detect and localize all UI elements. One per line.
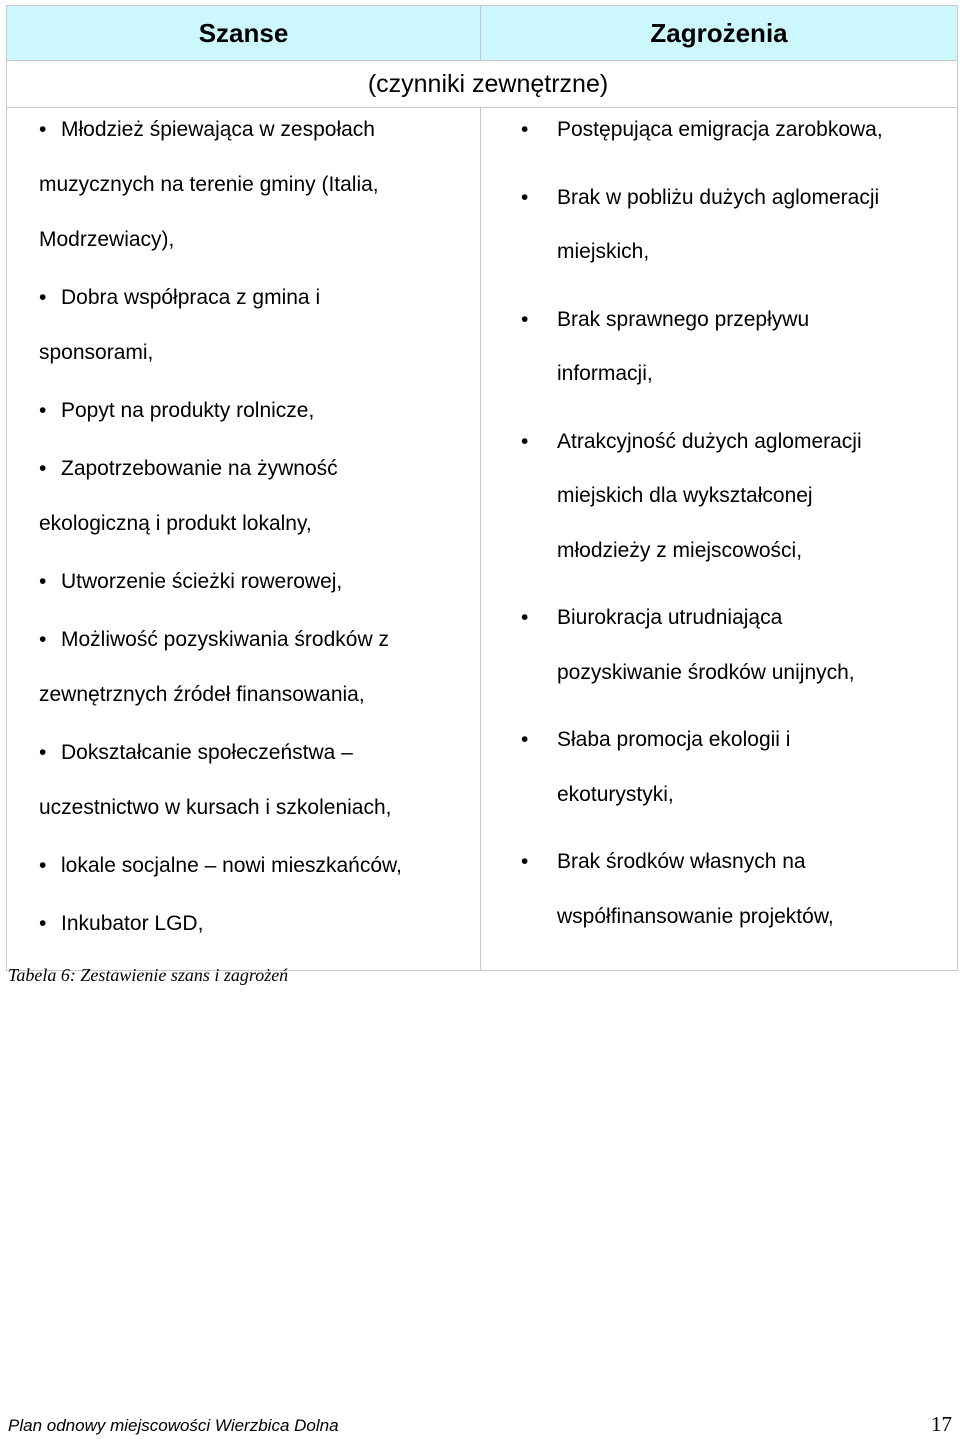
threat-line: • Brak środków własnych na — [557, 850, 806, 873]
opportunity-line: Modrzewiacy), — [39, 228, 175, 251]
threat-line: ekoturystyki, — [557, 782, 674, 806]
threat-line: • Brak sprawnego przepływu — [557, 307, 810, 331]
opportunity-line: uczestnictwo w kursach i szkoleniach, — [39, 796, 392, 819]
opportunity-item — [39, 568, 472, 623]
subheader-row — [7, 61, 958, 108]
threat-line: współfinansowanie projektów, — [557, 904, 834, 928]
opportunities-header: Szanse — [7, 6, 481, 61]
header-row — [7, 6, 958, 61]
opportunity-line: • Inkubator LGD, — [39, 910, 472, 965]
threat-line: • Postępująca emigracja zarobkowa, — [557, 118, 883, 141]
opportunity-line: • Młodzież śpiewająca w zespołach — [39, 116, 472, 171]
threat-line: miejskich dla wykształconej — [557, 484, 813, 507]
opportunity-item — [39, 116, 472, 281]
threat-line: • Brak w pobliżu dużych aglomeracji — [557, 185, 880, 209]
threat-item — [521, 604, 949, 713]
opportunity-line: muzycznych na terenie gminy (Italia, — [39, 173, 379, 196]
threats-list — [481, 108, 958, 971]
threat-item — [521, 428, 949, 592]
footer-document-title: Plan odnowy miejscowości Wierzbica Dolna — [8, 1416, 339, 1435]
threat-line: • Biurokracja utrudniająca — [557, 606, 783, 629]
opportunity-line: sponsorami, — [39, 341, 154, 364]
threat-item — [521, 184, 949, 293]
swot-table — [6, 5, 958, 971]
threats-header: Zagrożenia — [481, 6, 958, 61]
table-caption: Tabela 6: Zestawienie szans i zagrożeń — [8, 965, 289, 985]
opportunity-line: • Zapotrzebowanie na żywność — [39, 455, 472, 510]
opportunity-line: ekologiczną i produkt lokalny, — [39, 512, 312, 535]
opportunity-line: • lokale socjalne – nowi mieszkańców, — [39, 852, 472, 907]
opportunity-item — [39, 284, 472, 394]
opportunity-line: • Możliwość pozyskiwania środków z — [39, 626, 472, 681]
opportunities-list — [7, 108, 481, 971]
threat-line: • Atrakcyjność dużych aglomeracji — [557, 429, 862, 453]
opportunity-item — [39, 397, 472, 452]
threat-item — [521, 726, 949, 835]
opportunity-item — [39, 910, 472, 965]
opportunity-item — [39, 739, 472, 849]
threat-item — [521, 848, 949, 957]
external-factors-text: (czynniki zewnętrzne) — [367, 69, 609, 98]
threat-line: • Słaba promocja ekologii i — [557, 728, 791, 751]
opportunity-item — [39, 852, 472, 907]
external-factors-label — [7, 61, 958, 108]
threat-item — [521, 306, 949, 415]
threat-line: pozyskiwanie środków unijnych, — [557, 660, 855, 684]
content-row — [7, 108, 958, 971]
page-number: 17 — [931, 1412, 952, 1436]
opportunity-line: zewnętrznych źródeł finansowania, — [39, 683, 365, 706]
opportunity-line: • Dokształcanie społeczeństwa – — [39, 739, 472, 794]
opportunity-item — [39, 626, 472, 736]
opportunity-item — [39, 455, 472, 565]
opportunity-line: • Utworzenie ścieżki rowerowej, — [39, 568, 472, 623]
threat-line: informacji, — [557, 362, 653, 385]
threat-item — [521, 116, 949, 171]
opportunity-line: • Popyt na produkty rolnicze, — [39, 397, 472, 452]
threat-line: młodzieży z miejscowości, — [557, 538, 803, 562]
threat-line: miejskich, — [557, 240, 650, 263]
opportunity-line: • Dobra współpraca z gmina i — [39, 284, 472, 339]
